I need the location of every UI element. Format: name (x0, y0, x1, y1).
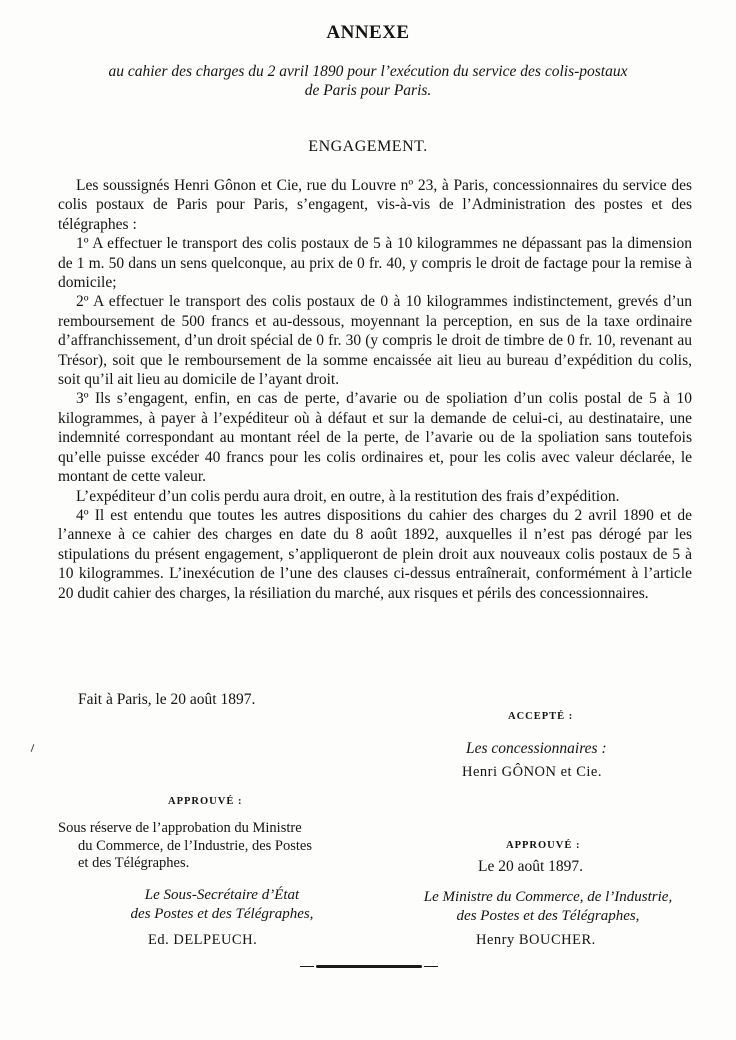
document-subtitle (40, 62, 696, 100)
approuve-left-heading: APPROUVÉ : (168, 796, 243, 807)
sous-secretaire-line-2: des Postes et des Télégraphes, (130, 906, 314, 922)
ministre-name: Henry BOUCHER. (476, 932, 596, 948)
section-heading: ENGAGEMENT. (308, 138, 428, 155)
ministre-title (398, 888, 698, 926)
paragraph-article-4: 4º Il est entendu que toutes les autres dispositions du cahier des charges du 2 avril 1890 et de l’annexe à ce cahier des charges en date du 8 août 1892, auxquelles il n’est pas dérogé par les stipulations du présent engagement, s’appliqueront de plein droit aux nouveaux colis postaux de 5 à 10 kilogrammes. L’inexécution de l’une des clauses ci-dessus entraînerait, conformément à l’article 20 dudit cahier des charges, la résiliation du marché, aux risques et périls des concessionnaires. (58, 506, 692, 602)
reserve-line-2: du Commerce, de l’Industrie, des Postes (78, 837, 312, 854)
reserve-line-1: Sous réserve de l’approbation du Ministre (58, 820, 302, 836)
sous-secretaire-line-1: Le Sous-Secrétaire d’État (144, 887, 300, 903)
place-date-line: Fait à Paris, le 20 août 1897. (78, 691, 256, 708)
ministre-line-1: Le Ministre du Commerce, de l’Industrie, (423, 889, 673, 905)
sous-secretaire-name: Ed. DELPEUCH. (148, 932, 258, 948)
document-title: ANNEXE (326, 22, 410, 43)
subtitle-line-1: au cahier des charges du 2 avril 1890 pour l’exécution du service des colis-postaux (108, 63, 628, 80)
subtitle-line-2: de Paris pour Paris. (304, 82, 432, 99)
concessionnaires-label: Les concessionnaires : (466, 740, 607, 757)
paragraph-article-3: 3º Ils s’engagent, enfin, en cas de perte, d’avarie ou de spoliation d’un colis postal de 5 à 10 kilogrammes, à payer à l’expéditeur où à défaut et sur la demande de celui-ci, au destinataire, une indemnité correspondant au montant réel de la perte, de l’avarie ou de la spoliation sans toutefois qu’elle puisse excéder 40 francs pour les colis ordinaires et, pour les colis avec valeur déclarée, le montant de cette valeur. (58, 390, 692, 486)
accepte-heading: ACCEPTÉ : (508, 711, 574, 722)
paragraph-restitution: L’expéditeur d’un colis perdu aura droit, en outre, à la restitution des frais d’expédition. (76, 487, 620, 505)
concessionnaire-signature: Henri GÔNON et Cie. (462, 764, 602, 780)
paragraph-intro: Les soussignés Henri Gônon et Cie, rue du Louvre nº 23, à Paris, concessionnaires du service des colis postaux de Paris pour Paris, s’engagent, vis-à-vis de l’Administration des postes et des télégraphes : (58, 177, 692, 233)
approuve-right-heading: APPROUVÉ : (506, 840, 581, 851)
engagement-body (58, 176, 692, 603)
approuve-left-reserve (58, 820, 358, 873)
reserve-line-3: et des Télégraphes. (78, 855, 190, 871)
ministre-line-2: des Postes et des Télégraphes, (456, 908, 640, 924)
margin-mark (31, 744, 35, 752)
approval-date: Le 20 août 1897. (478, 858, 584, 875)
closing-rule (316, 965, 422, 968)
paragraph-article-1: 1º A effectuer le transport des colis postaux de 5 à 10 kilogrammes ne dépassant pas la dimension de 1 m. 50 dans un sens quelconque, au prix de 0 fr. 40, y compris le droit de factage pour la remise à domicile; (58, 235, 692, 292)
sous-secretaire-title (100, 886, 344, 924)
paragraph-article-2: 2º A effectuer le transport des colis postaux de 0 à 10 kilogrammes indistinctement, grevés d’un remboursement de 500 francs et au-dessous, moyennant la perception, en sus de la taxe ordinaire d’affranchissement, d’un droit spécial de 0 fr. 30 (y compris le droit de timbre de 0 fr. 10, revenant au Trésor), soit que le remboursement de la somme encaissée ait lieu au bureau d’expédition du colis, soit qu’il ait lieu au domicile de l’ayant droit. (58, 293, 692, 389)
